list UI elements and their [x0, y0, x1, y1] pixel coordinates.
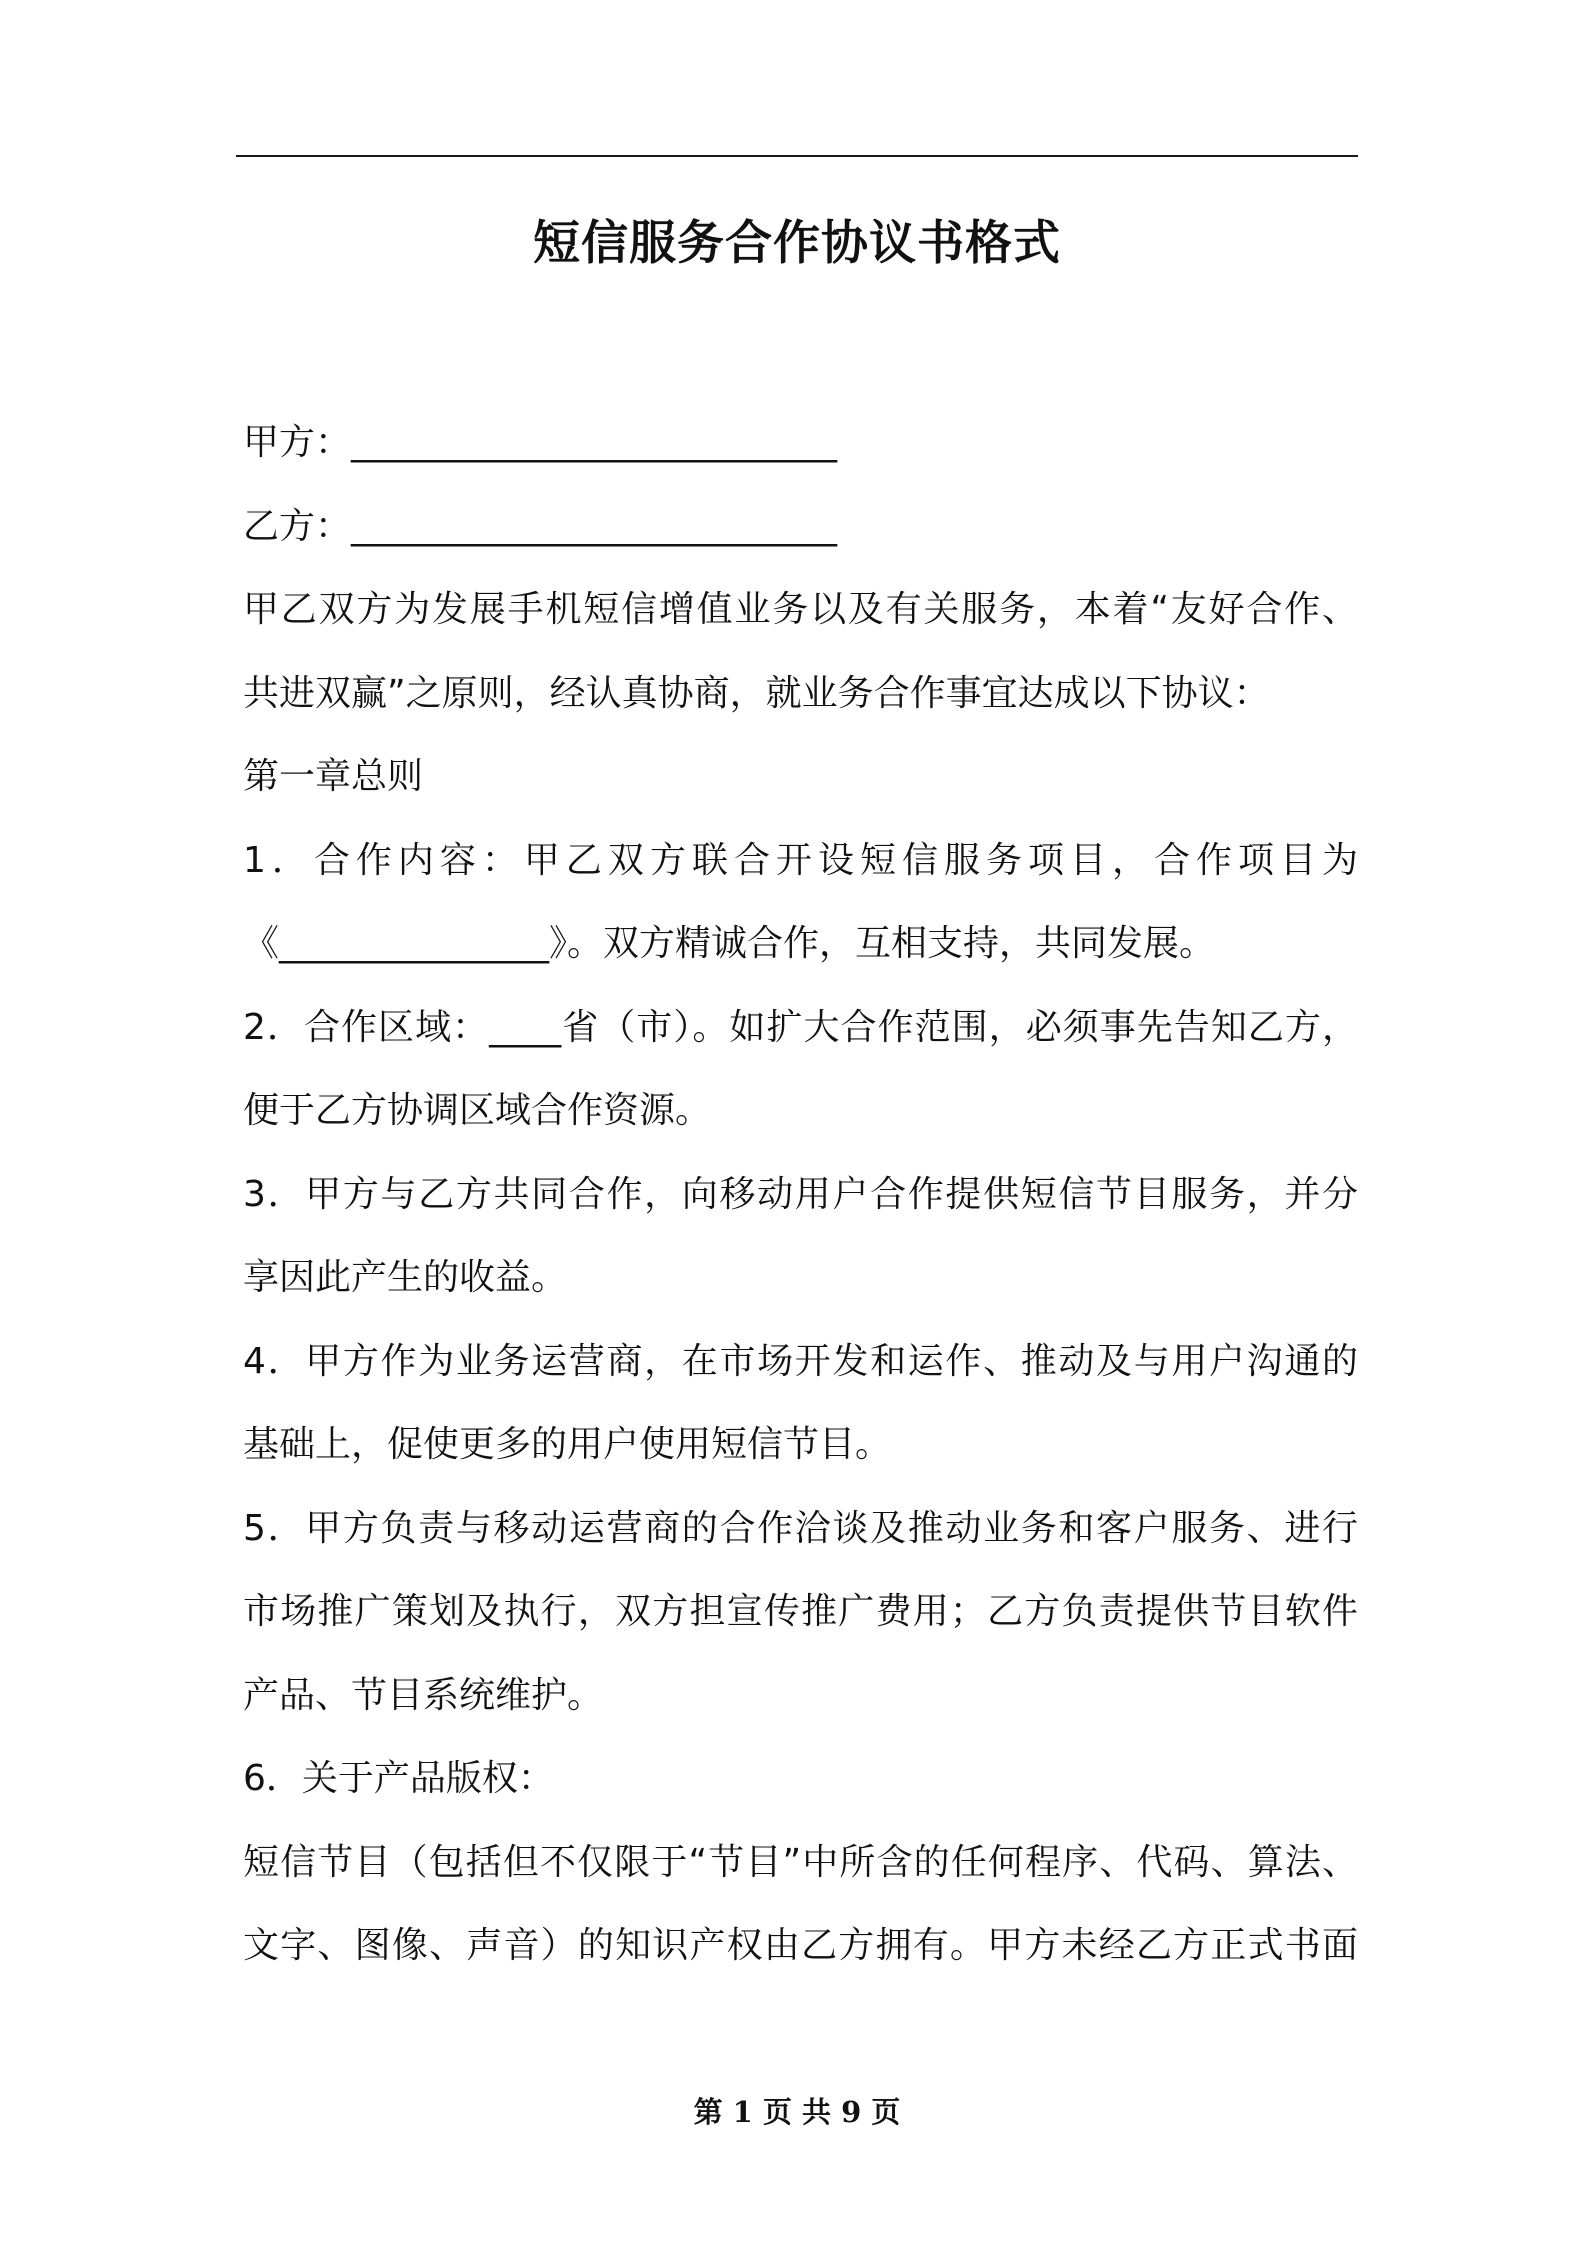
body-line: 甲乙双方为发展手机短信增值业务以及有关服务，本着“友好合作、 — [243, 589, 1358, 630]
body-line: 市场推广策划及执行，双方担宣传推广费用；乙方负责提供节目软件 — [243, 1591, 1358, 1632]
body-line: 文字、图像、声音）的知识产权由乙方拥有。甲方未经乙方正式书面 — [243, 1925, 1358, 1966]
body-line: 4．甲方作为业务运营商，在市场开发和运作、推动及与用户沟通的 — [243, 1340, 1358, 1382]
party-a-line: 甲方：___________________________ — [243, 422, 838, 463]
body-line: 产品、节目系统维护。 — [243, 1674, 604, 1716]
body-line: 便于乙方协调区域合作资源。 — [243, 1090, 712, 1131]
body-line: 6．关于产品版权： — [243, 1758, 554, 1799]
page-footer: 第 1 页 共 9 页 — [693, 2095, 901, 2129]
body-line: 基础上，促使更多的用户使用短信节目。 — [243, 1424, 892, 1465]
document-title: 短信服务合作协议书格式 — [533, 216, 1061, 271]
body-line: 3．甲方与乙方共同合作，向移动用户合作提供短信节目服务，并分 — [243, 1173, 1358, 1215]
body-line: 《_______________》。双方精诚合作，互相支持，共同发展。 — [243, 923, 1216, 964]
body-line: 1．合作内容：甲乙双方联合开设短信服务项目，合作项目为 — [243, 839, 1358, 881]
body-line: 享因此产生的收益。 — [243, 1257, 568, 1298]
party-b-line: 乙方：___________________________ — [243, 505, 838, 547]
body-line: 短信节目（包括但不仅限于“节目”中所含的任何程序、代码、算法、 — [243, 1841, 1358, 1883]
header-rule — [236, 155, 1358, 157]
body-line: 5．甲方负责与移动运营商的合作洽谈及推动业务和客户服务、进行 — [243, 1507, 1358, 1549]
chapter-heading: 第一章总则 — [243, 756, 424, 797]
body-line: 2．合作区域：____省（市）。如扩大合作范围，必须事先告知乙方， — [243, 1006, 1358, 1048]
document-body — [243, 401, 1358, 1988]
body-line: 共进双赢”之原则，经认真协商，就业务合作事宜达成以下协议： — [243, 672, 1270, 714]
